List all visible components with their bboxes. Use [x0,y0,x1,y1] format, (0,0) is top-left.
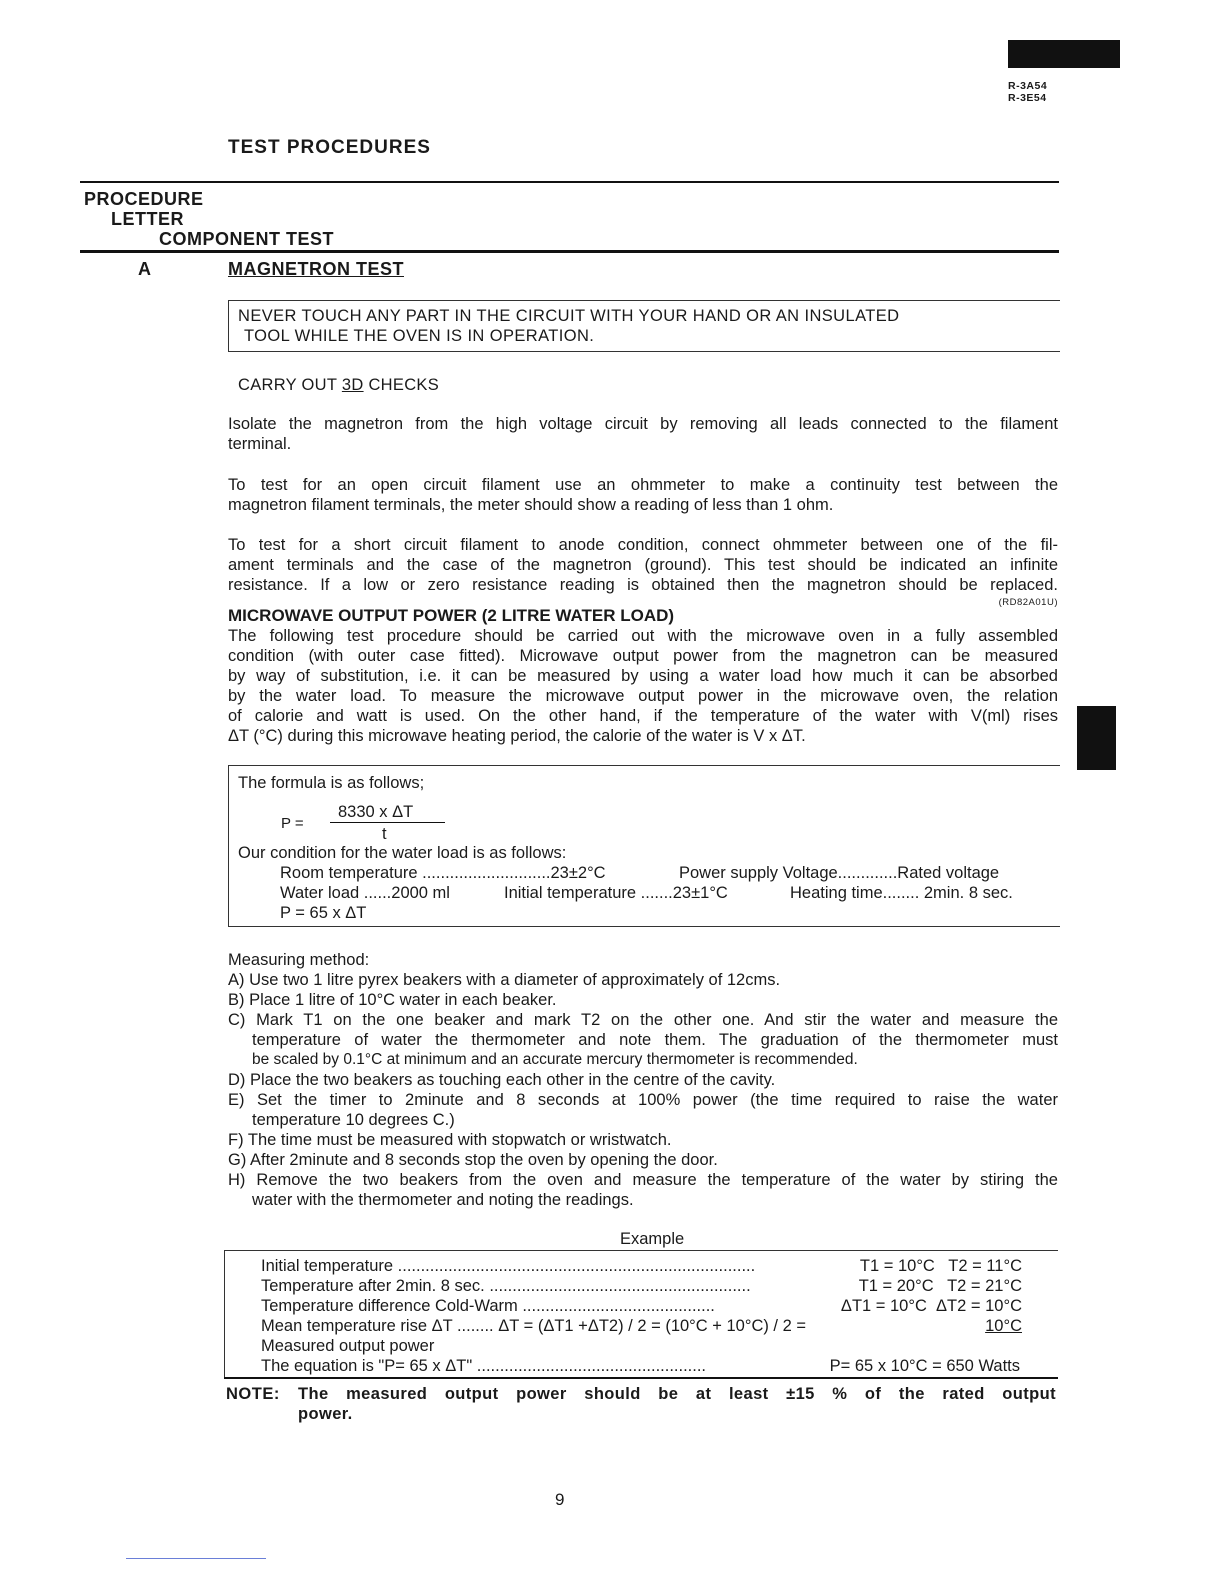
example-box-left [224,1250,225,1378]
formula-p-label: P = [281,815,304,832]
section-title: TEST PROCEDURES [228,137,431,158]
example-row-value: 10°C [985,1317,1022,1335]
column-header-component: COMPONENT TEST [159,229,335,249]
measuring-step: D) Place the two beakers as touching each other in the centre of the cavity. [228,1071,776,1089]
page-number: 9 [555,1490,565,1509]
formula-box-bottom [228,926,1060,927]
model-number: R-3E54 [1008,92,1047,104]
example-box-bottom [224,1377,1058,1379]
example-row-value: ΔT1 = 10°C ΔT2 = 10°C [840,1297,1022,1315]
procedure-title: MAGNETRON TEST [228,259,404,279]
warning-box-left [228,300,229,352]
figure-reference: (RD82A01U) [998,597,1058,608]
header-bottom-rule [80,250,1059,253]
measuring-step-continuation: water with the thermometer and noting the readings. [252,1191,634,1209]
column-header-letter: LETTER [111,209,184,229]
warning-box-bottom [228,351,1060,352]
note-text: The measured output power should be at least ±15 % of the rated output power. [298,1385,1056,1423]
example-row-label: Measured output power [261,1337,435,1355]
example-row-label: Temperature after 2min. 8 sec. ......................................................... [261,1277,751,1295]
example-row-label: The equation is "P= 65 x ΔT" .................................................. [261,1357,707,1375]
example-row-value: T1 = 20°C T2 = 21°C [858,1277,1022,1295]
formula-box-left [228,765,229,927]
example-row-value: T1 = 10°C T2 = 11°C [859,1257,1022,1275]
open-circuit-paragraph: To test for an open circuit filament use an ohmmeter to make a continuity test between the magnetron filament terminals, the meter should show a reading of less than 1 ohm. [228,476,1058,514]
measuring-step: G) After 2minute and 8 seconds stop the oven by opening the door. [228,1151,718,1169]
output-power-paragraph: The following test procedure should be carried out with the microwave oven in a fully assembled condition (with outer case fitted). Microwave output power from the magnetron can be measured by way of substitution, i.e. it can be measured by using a water load how much it can be absorbed by the water load. To measure the microwave output power in the microwave oven, the relation of calorie and watt is used. On the other hand, if the temperature of the water with V(ml) rises ΔT (°C) during this microwave heating period, the calorie of the water is V x ΔT. [228,627,1058,745]
measuring-step: B) Place 1 litre of 10°C water in each beaker. [228,991,557,1009]
condition-initial-temp: Initial temperature .......23±1°C [504,884,728,902]
output-power-heading: MICROWAVE OUTPUT POWER (2 LITRE WATER LOAD) [228,606,675,625]
measuring-step-continuation: temperature 10 degrees C.) [252,1111,455,1129]
example-box-top [224,1250,1058,1251]
corner-mark [1008,40,1120,68]
procedure-letter: A [138,259,152,279]
condition-room-temp: Room temperature ............................23±2°C [280,864,606,882]
formula-numerator: 8330 x ΔT [338,803,414,821]
example-title: Example [620,1230,685,1248]
checks-reference: 3D [341,376,364,394]
simplified-formula: P = 65 x ΔT [280,904,367,922]
example-row-label: Temperature difference Cold-Warm .......................................... [261,1297,715,1315]
formula-denominator: t [382,825,387,843]
measuring-heading: Measuring method: [228,951,370,969]
measuring-step: C) Mark T1 on the one beaker and mark T2 on the other one. And stir the water and measure the [228,1011,1058,1029]
measuring-step: A) Use two 1 litre pyrex beakers with a diameter of approximately of 12cms. [228,971,781,989]
warning-box-top [228,300,1060,301]
bottom-artifact-line [126,1558,266,1559]
measuring-step-continuation: temperature of water the thermometer and note them. The graduation of the thermometer must be scaled by 0.1°C at minimum and an accurate mercury thermometer is recommended. [252,1031,1058,1068]
isolate-paragraph: Isolate the magnetron from the high voltage circuit by removing all leads connected to the filament terminal. [228,415,1058,453]
example-row-value: P= 65 x 10°C = 650 Watts [829,1357,1020,1375]
side-tab-mark [1077,706,1116,770]
short-circuit-paragraph: To test for a short circuit filament to anode condition, connect ohmmeter between one of the fil- ament terminals and the case of the magnetron (ground). This test should be indicated an infinite resistance. If a low or zero resistance reading is obtained then the magnetron should be replaced. [228,536,1058,594]
measuring-step: E) Set the timer to 2minute and 8 seconds at 100% power (the time required to raise the water [228,1091,1058,1109]
formula-intro: The formula is as follows; [238,774,425,792]
fraction-bar [330,822,445,823]
column-header-procedure: PROCEDURE [84,189,204,209]
condition-intro: Our condition for the water load is as follows: [238,844,567,862]
measuring-step: F) The time must be measured with stopwatch or wristwatch. [228,1131,672,1149]
measuring-step: H) Remove the two beakers from the oven and measure the temperature of the water by stiring the [228,1171,1058,1189]
note-label: NOTE: [226,1385,280,1403]
example-row-label: Initial temperature .............................................................................. [261,1257,756,1275]
checks-instruction: CARRY OUT 3D CHECKS [238,376,440,394]
header-top-rule [80,181,1059,183]
condition-water-load: Water load ......2000 ml [280,884,450,902]
condition-power-supply: Power supply Voltage.............Rated voltage [679,864,1000,882]
warning-line: NEVER TOUCH ANY PART IN THE CIRCUIT WITH YOUR HAND OR AN INSULATED [238,307,900,325]
example-row-label: Mean temperature rise ΔT ........ ΔT = (ΔT1 +ΔT2) / 2 = (10°C + 10°C) / 2 = [261,1317,806,1335]
formula-box-top [228,765,1060,766]
warning-line: TOOL WHILE THE OVEN IS IN OPERATION. [244,327,595,345]
model-number: R-3A54 [1008,80,1048,92]
condition-heating-time: Heating time........ 2min. 8 sec. [790,884,1013,902]
